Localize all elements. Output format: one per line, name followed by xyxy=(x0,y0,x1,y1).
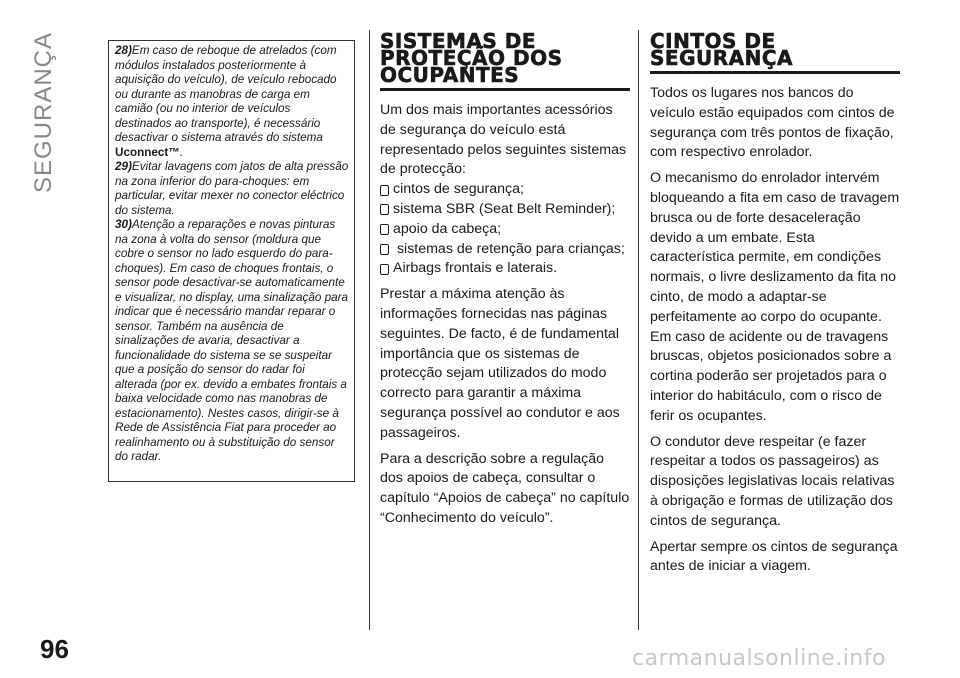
page-number: 96 xyxy=(40,634,69,664)
seat-belts-column xyxy=(650,29,900,583)
note-28-uconnect: Uconnect™ xyxy=(115,145,180,159)
occupant-paragraph-3: Para a descrição sobre a regulação dos apoios de cabeça, consultar o capítulo “Apoios de cabeça” no capítulo “Conhecimento do veículo”. xyxy=(380,450,630,526)
occupant-intro: Um dos mais importantes acessórios de segurança do veículo está representado pelos seguintes sistemas de protecção: xyxy=(380,102,627,178)
column-divider-right xyxy=(638,30,639,630)
occupant-protection-column xyxy=(380,29,630,535)
bullet-icon xyxy=(380,224,389,235)
protection-systems-list xyxy=(380,180,630,279)
belts-paragraph-1: Todos os lugares nos bancos do veículo estão equipados com cintos de segurança com três pontos de fixação, com respectivo enrolador. xyxy=(650,85,895,161)
note-29-text: Evitar lavagens com jatos de alta pressão na zona inferior do para-choques: em particular, evitar mexer no conector eléctrico do sistema. xyxy=(115,160,349,217)
list-item: sistemas de retenção para crianças; xyxy=(380,240,630,260)
occupant-paragraph-2: Prestar a máxima atenção às informações fornecidas nas páginas seguintes. De facto, é de fundamental importância que os sistemas de protecção sejam utilizados do modo correcto para garantir a máxima segurança possível ao condutor e aos passageiros. xyxy=(380,286,620,441)
note-28-number: 28) xyxy=(115,44,132,57)
occupant-protection-heading: SISTEMAS DE PROTEÇÃO DOS OCUPANTES xyxy=(380,33,630,91)
note-30-text: Atenção a reparações e novas pinturas na zona à volta do sensor (moldura que cobre o sensor no lado esquerdo do para-choques). Em caso de choques frontais, o sensor pode desactivar-se automaticamente e visualizar, no display, uma sinalização para indicar que é necessário mandar reparar o sensor. Também na ausência de sinalizações de avaria, desactivar a funcionalidade do sistema se se suspeitar que a posição do sensor do radar foi alterada (por ex. devido a embates frontais a baixa velocidade como nas manobras de estacionamento). Nestes casos, dirigir-se à Rede de Assistência Fiat para proceder ao realinhamento ou à substituição do sensor do radar. xyxy=(115,218,349,463)
column-divider-left xyxy=(369,30,370,630)
note-29-number: 29) xyxy=(115,160,132,173)
watermark: carmanualsonline.info xyxy=(632,646,886,671)
note-30-number: 30) xyxy=(115,218,132,231)
belts-paragraph-3: O condutor deve respeitar (e fazer respeitar a todos os passageiros) as disposições legislativas locais relativas à obrigação e formas de utilização dos cintos de segurança. xyxy=(650,433,895,529)
notes-box xyxy=(108,40,355,482)
bullet-icon xyxy=(380,185,389,196)
section-side-label: SEGURANÇA xyxy=(30,32,57,194)
belts-paragraph-2: O mecanismo do enrolador intervém bloqueando a fita em caso de travagem brusca ou de forte desaceleração devido a um embate. Esta característica permite, em condições normais, o livre deslizamento da fita no cinto, de modo a adaptar-se perfeitamente ao corpo do ocupante. Em caso de acidente ou de travagens bruscas, objetos posicionados sobre a cortina poderão ser projetados para o interior do habitáculo, com o risco de ferir os ocupantes. xyxy=(650,170,900,424)
note-28-end: . xyxy=(179,145,184,159)
note-30 xyxy=(115,218,350,465)
list-item: apoio da cabeça; xyxy=(380,220,630,240)
bullet-icon xyxy=(380,244,389,255)
note-28 xyxy=(115,44,350,160)
note-28-text: Em caso de reboque de atrelados (com módulos instalados posteriormente à aquisição do veículo), de veículo rebocado ou durante as manobras de carga em camião (ou no interior de veículos destinados ao transporte), é necessário desactivar o sistema através do sistema xyxy=(115,44,337,144)
seat-belts-heading: CINTOS DE SEGURANÇA xyxy=(650,33,900,74)
bullet-icon xyxy=(380,204,389,215)
bullet-icon xyxy=(380,264,389,275)
list-item: Airbags frontais e laterais. xyxy=(380,259,630,279)
list-item: cintos de segurança; xyxy=(380,180,630,200)
belts-paragraph-4: Apertar sempre os cintos de segurança antes de iniciar a viagem. xyxy=(650,538,898,575)
note-29 xyxy=(115,160,350,218)
list-item: sistema SBR (Seat Belt Reminder); xyxy=(380,200,630,220)
